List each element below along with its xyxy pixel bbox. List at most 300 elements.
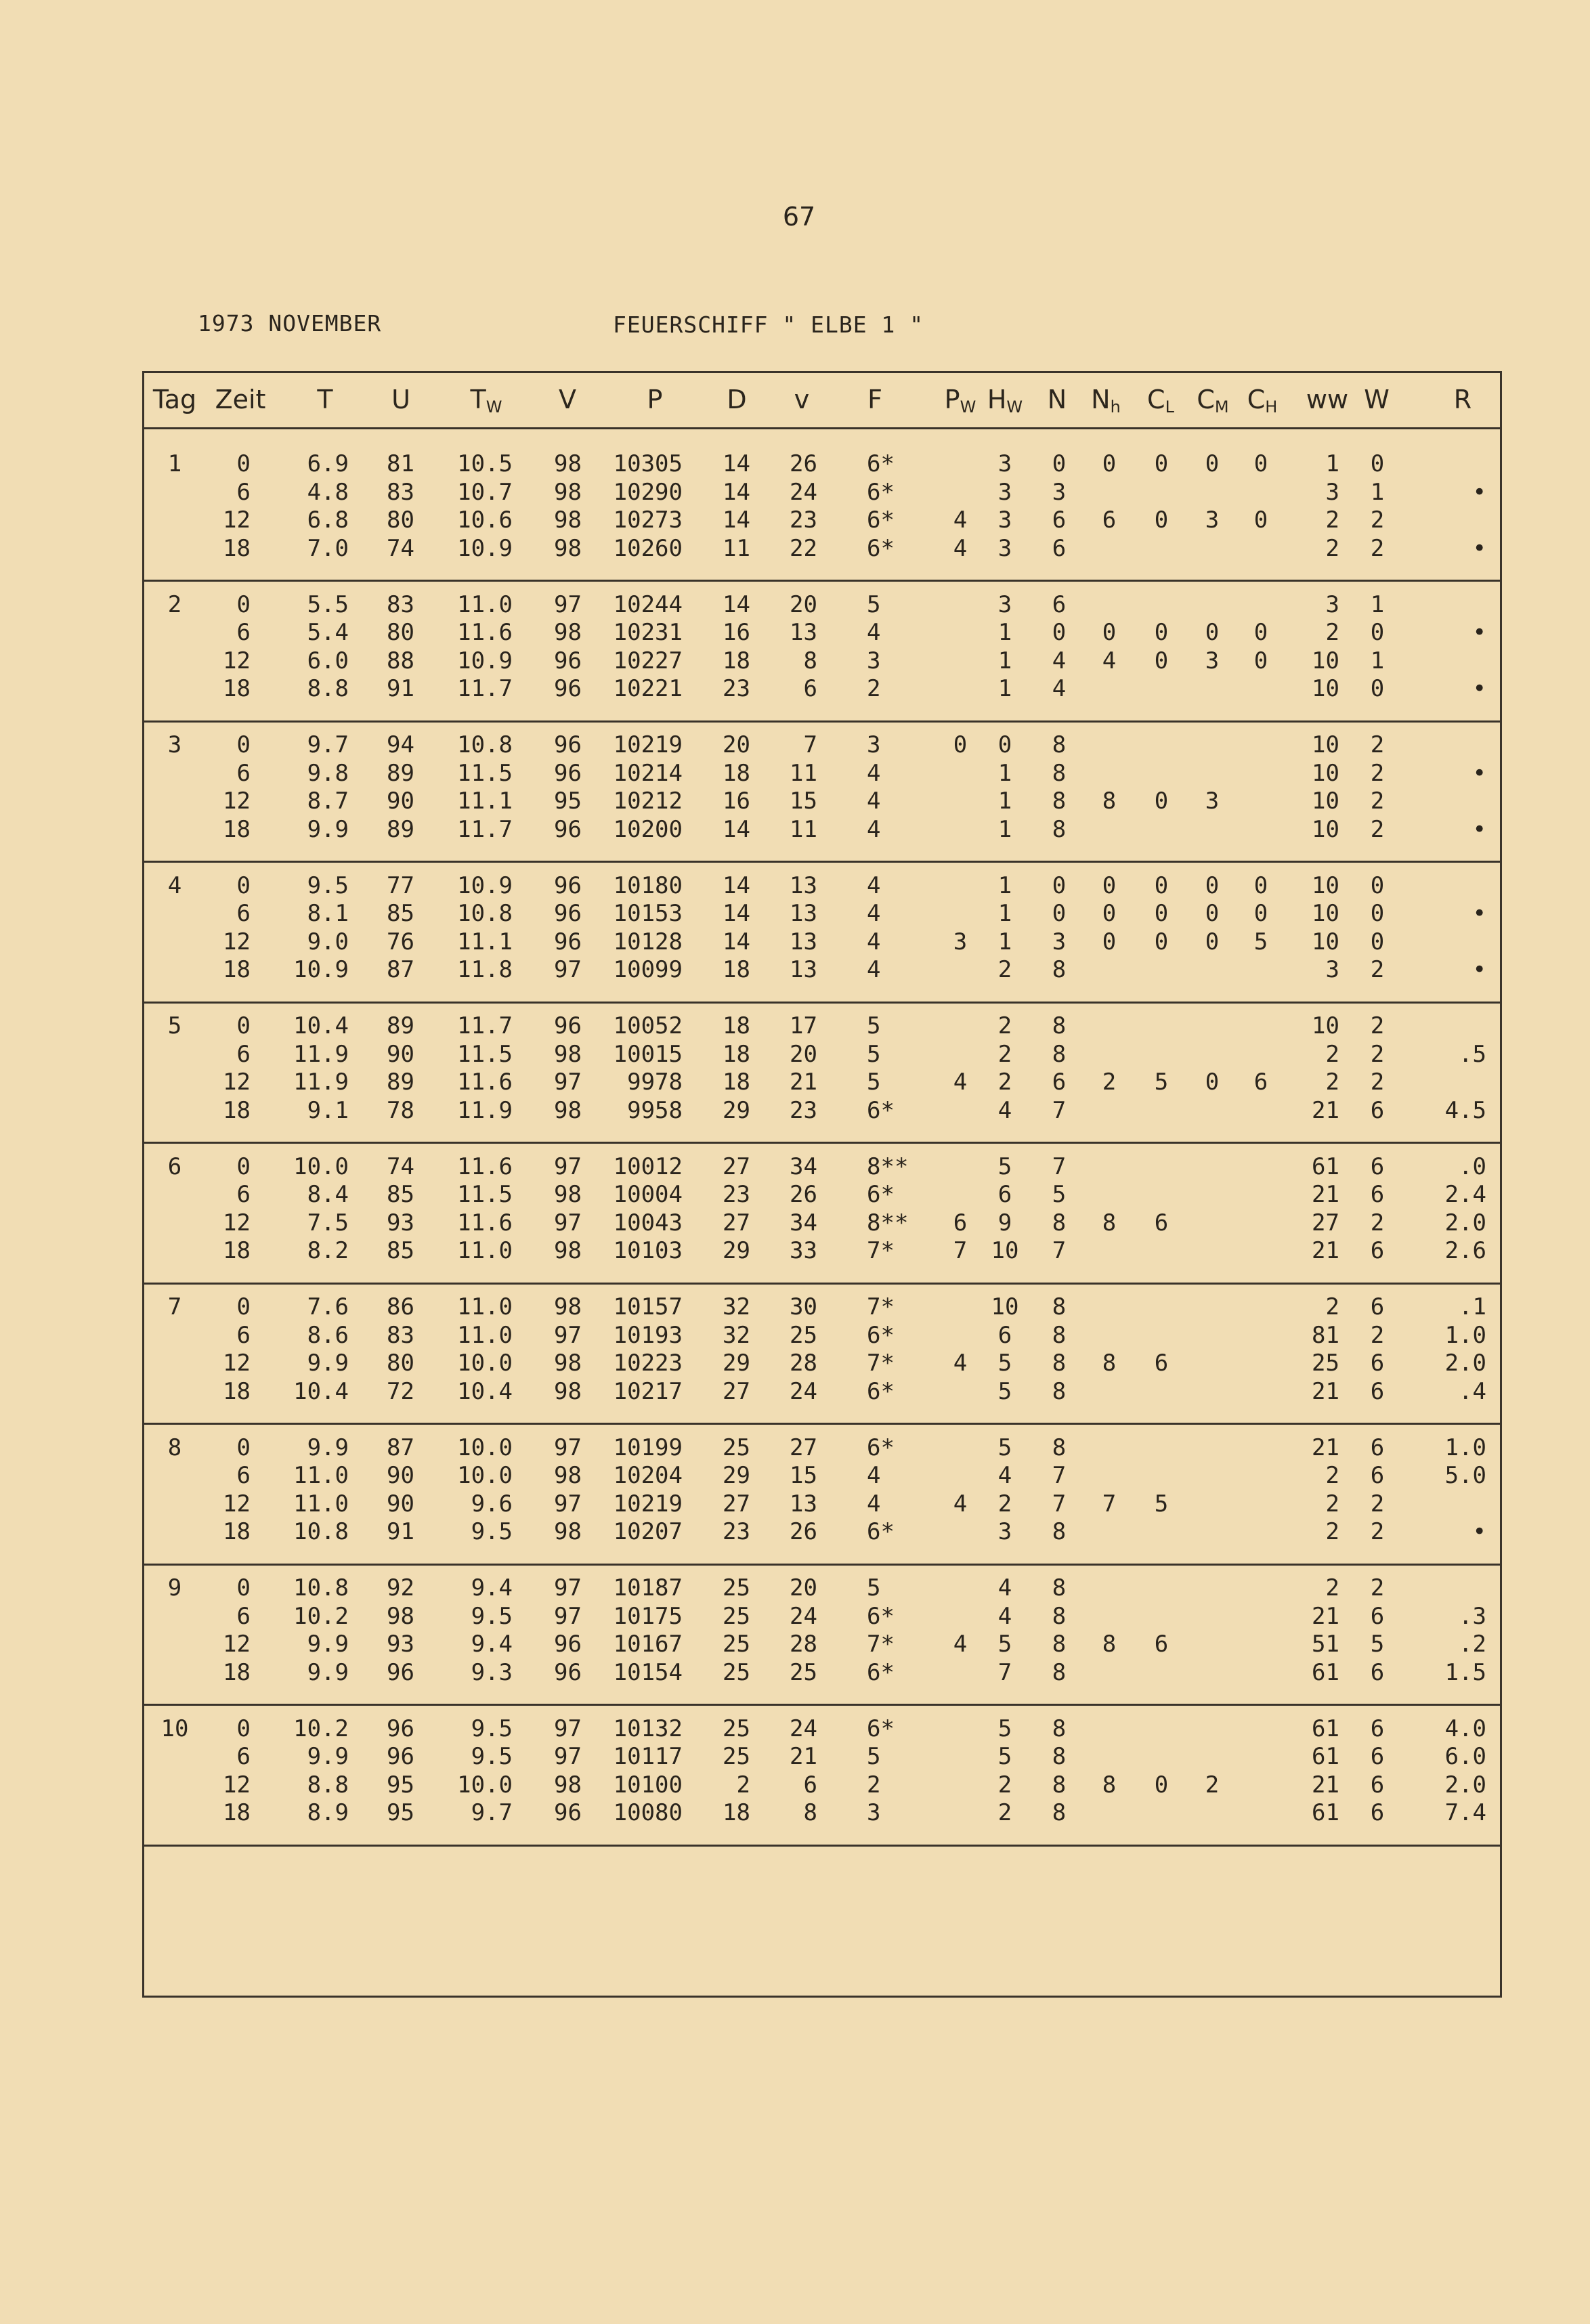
table-cell-ww: 21 — [1312, 1771, 1339, 1799]
table-cell-v: 97 — [554, 1434, 582, 1461]
table-cell-p: 10153 — [613, 900, 683, 927]
table-cell-r: 2.0 — [1444, 1209, 1486, 1236]
table-cell-u: 96 — [387, 1715, 414, 1742]
table-cell-d: 16 — [723, 788, 750, 815]
table-cell-d: 23 — [723, 1181, 750, 1208]
table-cell-f: 4 — [867, 872, 881, 899]
table-cell-ww: 21 — [1312, 1181, 1339, 1208]
table-cell-u: 74 — [387, 1153, 414, 1180]
table-cell-nh: 0 — [1102, 928, 1117, 955]
table-cell-u: 98 — [387, 1602, 414, 1630]
table-cell-r: 7.4 — [1444, 1799, 1486, 1826]
table-cell-u: 91 — [387, 1518, 414, 1545]
table-cell-cl: 0 — [1154, 872, 1169, 899]
table-cell-zeit: 18 — [223, 1377, 251, 1405]
table-cell-f: 6* — [867, 1434, 895, 1461]
table-cell-f: 4 — [867, 956, 881, 983]
header-date: 1973 NOVEMBER — [198, 310, 382, 337]
table-cell-u: 81 — [387, 450, 414, 477]
table-cell-ch: 0 — [1253, 507, 1268, 534]
table-cell-tw: 10.8 — [457, 900, 513, 927]
table-cell-w: 0 — [1370, 900, 1385, 927]
table-cell-w: 2 — [1370, 731, 1385, 758]
column-header-cm — [1197, 385, 1228, 416]
table-cell-f: 6* — [867, 1715, 895, 1742]
table-cell-n: 7 — [1052, 1237, 1067, 1264]
table-cell-hw: 1 — [997, 759, 1012, 787]
table-cell-w: 2 — [1370, 1321, 1385, 1349]
table-cell-d: 14 — [723, 900, 750, 927]
table-cell-t: 10.9 — [293, 956, 349, 983]
table-cell-t: 9.9 — [307, 1350, 349, 1377]
table-cell-tw: 9.4 — [471, 1631, 513, 1658]
table-cell-v: 98 — [554, 1237, 582, 1264]
table-cell-w: 1 — [1370, 478, 1385, 506]
table-cell-n: 8 — [1052, 759, 1067, 787]
column-header-pw — [945, 385, 976, 416]
table-cell-nh: 0 — [1102, 450, 1117, 477]
table-cell-v: 98 — [554, 1350, 582, 1377]
table-cell-v: 98 — [554, 1181, 582, 1208]
table-cell-ww: 51 — [1312, 1631, 1339, 1658]
table-cell-nh: 7 — [1102, 1490, 1117, 1518]
table-cell-vv: 13 — [790, 900, 817, 927]
table-cell-f: 3 — [867, 647, 881, 674]
table-cell-vv: 11 — [790, 759, 817, 787]
table-cell-w: 2 — [1370, 788, 1385, 815]
table-cell-w: 0 — [1370, 450, 1385, 477]
table-cell-p: 10052 — [613, 1012, 683, 1039]
table-cell-hw: 3 — [997, 534, 1012, 562]
table-cell-cl: 0 — [1154, 788, 1169, 815]
table-cell-tw: 9.5 — [471, 1743, 513, 1770]
table-cell-w: 2 — [1370, 1012, 1385, 1039]
table-cell-tw: 11.6 — [457, 619, 513, 646]
table-cell-p: 10100 — [613, 1771, 683, 1799]
table-cell-zeit: 12 — [223, 647, 251, 674]
table-cell-hw: 5 — [997, 1350, 1012, 1377]
table-cell-nh: 8 — [1102, 1631, 1117, 1658]
column-header-r — [1454, 385, 1471, 414]
table-cell-u: 90 — [387, 788, 414, 815]
table-cell-p: 10012 — [613, 1153, 683, 1180]
table-cell-u: 85 — [387, 900, 414, 927]
table-cell-w: 1 — [1370, 647, 1385, 674]
table-cell-p: 10219 — [613, 1490, 683, 1518]
table-cell-n: 8 — [1052, 1040, 1067, 1068]
table-cell-r: • — [1472, 956, 1486, 983]
table-cell-ww: 21 — [1312, 1096, 1339, 1124]
table-cell-hw: 1 — [997, 815, 1012, 843]
day-number: 10 — [160, 1715, 189, 1742]
table-cell-zeit: 18 — [223, 534, 251, 562]
column-header-label: N — [1047, 385, 1067, 414]
table-cell-p: 10214 — [613, 759, 683, 787]
table-cell-zeit: 12 — [223, 1069, 251, 1096]
table-cell-v: 98 — [554, 1293, 582, 1320]
table-cell-vv: 15 — [790, 1462, 817, 1489]
table-cell-ww: 81 — [1312, 1321, 1339, 1349]
table-cell-vv: 22 — [790, 534, 817, 562]
table-cell-u: 83 — [387, 478, 414, 506]
table-cell-u: 80 — [387, 619, 414, 646]
table-cell-tw: 11.9 — [457, 1096, 513, 1124]
table-cell-d: 14 — [723, 450, 750, 477]
table-cell-ch: 0 — [1253, 450, 1268, 477]
table-cell-p: 9958 — [627, 1096, 683, 1124]
table-cell-vv: 30 — [790, 1293, 817, 1320]
column-header-f — [867, 385, 882, 414]
table-cell-vv: 28 — [790, 1350, 817, 1377]
table-cell-zeit: 6 — [236, 759, 251, 787]
table-cell-f: 5 — [867, 1012, 881, 1039]
table-cell-p: 10004 — [613, 1181, 683, 1208]
table-cell-tw: 10.5 — [457, 450, 513, 477]
table-cell-n: 8 — [1052, 1799, 1067, 1826]
table-cell-vv: 6 — [803, 1771, 817, 1799]
table-cell-d: 23 — [723, 675, 750, 702]
table-cell-hw: 1 — [997, 675, 1012, 702]
table-cell-t: 8.6 — [307, 1321, 349, 1349]
table-cell-tw: 10.7 — [457, 478, 513, 506]
table-cell-t: 10.2 — [293, 1715, 349, 1742]
table-cell-d: 18 — [723, 956, 750, 983]
table-cell-p: 10167 — [613, 1631, 683, 1658]
table-cell-u: 90 — [387, 1462, 414, 1489]
table-cell-n: 8 — [1052, 1574, 1067, 1601]
table-cell-d: 14 — [723, 507, 750, 534]
table-cell-p: 10231 — [613, 619, 683, 646]
table-cell-zeit: 12 — [223, 788, 251, 815]
table-cell-ch: 5 — [1253, 928, 1268, 955]
table-cell-f: 6* — [867, 534, 895, 562]
table-cell-v: 97 — [554, 1321, 582, 1349]
table-cell-w: 2 — [1370, 1040, 1385, 1068]
table-cell-tw: 9.7 — [471, 1799, 513, 1826]
table-cell-t: 9.9 — [307, 815, 349, 843]
table-cell-w: 6 — [1370, 1771, 1385, 1799]
table-cell-n: 8 — [1052, 1658, 1067, 1686]
table-cell-w: 6 — [1370, 1799, 1385, 1826]
table-cell-ww: 2 — [1325, 1490, 1339, 1518]
table-cell-hw: 2 — [997, 1799, 1012, 1826]
table-cell-w: 2 — [1370, 507, 1385, 534]
table-cell-f: 6* — [867, 1321, 895, 1349]
table-cell-t: 8.9 — [307, 1799, 349, 1826]
table-cell-vv: 23 — [790, 507, 817, 534]
table-cell-hw: 2 — [997, 1012, 1012, 1039]
table-cell-f: 7* — [867, 1293, 895, 1320]
table-cell-f: 5 — [867, 1574, 881, 1601]
day-separator-rule — [142, 1423, 1502, 1425]
table-cell-u: 72 — [387, 1377, 414, 1405]
table-cell-t: 11.0 — [293, 1462, 349, 1489]
table-cell-d: 2 — [736, 1771, 750, 1799]
table-cell-hw: 3 — [997, 1518, 1012, 1545]
table-cell-r: .0 — [1459, 1153, 1486, 1180]
table-cell-n: 7 — [1052, 1490, 1067, 1518]
table-cell-zeit: 0 — [236, 1293, 251, 1320]
table-cell-hw: 2 — [997, 956, 1012, 983]
table-cell-r: • — [1472, 619, 1486, 646]
table-cell-ww: 10 — [1312, 900, 1339, 927]
table-cell-v: 98 — [554, 619, 582, 646]
table-cell-u: 93 — [387, 1209, 414, 1236]
table-cell-tw: 9.5 — [471, 1518, 513, 1545]
table-cell-zeit: 6 — [236, 1602, 251, 1630]
table-cell-ww: 10 — [1312, 759, 1339, 787]
table-cell-t: 5.5 — [307, 590, 349, 618]
column-header-ww — [1306, 385, 1348, 414]
table-cell-v: 97 — [554, 1490, 582, 1518]
column-header-label: U — [391, 385, 410, 414]
table-cell-w: 6 — [1370, 1377, 1385, 1405]
table-cell-p: 10103 — [613, 1237, 683, 1264]
day-number: 1 — [167, 450, 182, 477]
table-cell-ch: 6 — [1253, 1069, 1268, 1096]
table-cell-w: 6 — [1370, 1602, 1385, 1630]
table-cell-ch: 0 — [1253, 647, 1268, 674]
table-cell-vv: 25 — [790, 1321, 817, 1349]
table-cell-w: 2 — [1370, 1574, 1385, 1601]
table-cell-v: 97 — [554, 1743, 582, 1770]
table-cell-pw: 6 — [953, 1209, 968, 1236]
column-header-label: R — [1453, 385, 1472, 414]
table-cell-tw: 10.6 — [457, 507, 513, 534]
table-cell-d: 14 — [723, 872, 750, 899]
table-cell-n: 6 — [1052, 534, 1067, 562]
table-cell-hw: 6 — [997, 1181, 1012, 1208]
column-header-label: T — [317, 385, 333, 414]
table-cell-t: 9.0 — [307, 928, 349, 955]
table-cell-t: 8.7 — [307, 788, 349, 815]
table-cell-tw: 9.3 — [471, 1658, 513, 1686]
table-cell-tw: 10.4 — [457, 1377, 513, 1405]
table-cell-v: 96 — [554, 647, 582, 674]
table-cell-f: 8** — [867, 1153, 909, 1180]
table-cell-w: 6 — [1370, 1743, 1385, 1770]
table-cell-f: 6* — [867, 1658, 895, 1686]
table-cell-d: 25 — [723, 1574, 750, 1601]
table-cell-ww: 21 — [1312, 1237, 1339, 1264]
table-cell-w: 2 — [1370, 1069, 1385, 1096]
table-cell-w: 2 — [1370, 1209, 1385, 1236]
table-cell-cm: 0 — [1205, 928, 1220, 955]
day-number: 7 — [167, 1293, 182, 1320]
table-cell-ww: 10 — [1312, 647, 1339, 674]
table-cell-n: 3 — [1052, 928, 1067, 955]
table-cell-r: .3 — [1459, 1602, 1486, 1630]
table-cell-tw: 11.6 — [457, 1209, 513, 1236]
table-cell-zeit: 0 — [236, 590, 251, 618]
table-cell-d: 25 — [723, 1658, 750, 1686]
table-cell-nh: 0 — [1102, 900, 1117, 927]
column-header-label: T — [470, 385, 486, 414]
table-cell-vv: 7 — [803, 731, 817, 758]
table-cell-r: 2.4 — [1444, 1181, 1486, 1208]
table-cell-cm: 0 — [1205, 872, 1220, 899]
table-cell-tw: 11.1 — [457, 788, 513, 815]
table-cell-f: 4 — [867, 1490, 881, 1518]
table-cell-p: 10200 — [613, 815, 683, 843]
table-cell-nh: 8 — [1102, 788, 1117, 815]
table-cell-vv: 13 — [790, 872, 817, 899]
table-cell-f: 6* — [867, 478, 895, 506]
table-cell-t: 7.6 — [307, 1293, 349, 1320]
column-header-d — [727, 385, 746, 414]
table-cell-vv: 13 — [790, 956, 817, 983]
table-cell-zeit: 12 — [223, 507, 251, 534]
column-header-label: F — [867, 385, 882, 414]
table-cell-ww: 61 — [1312, 1153, 1339, 1180]
table-cell-t: 6.0 — [307, 647, 349, 674]
table-cell-t: 9.9 — [307, 1434, 349, 1461]
table-cell-f: 4 — [867, 619, 881, 646]
table-cell-v: 97 — [554, 1153, 582, 1180]
table-cell-zeit: 0 — [236, 872, 251, 899]
table-cell-v: 95 — [554, 788, 582, 815]
table-cell-v: 96 — [554, 1658, 582, 1686]
table-cell-cl: 6 — [1154, 1209, 1169, 1236]
table-cell-cl: 6 — [1154, 1350, 1169, 1377]
table-cell-pw: 4 — [953, 1069, 968, 1096]
table-cell-ww: 2 — [1325, 1293, 1339, 1320]
table-cell-f: 7* — [867, 1631, 895, 1658]
table-cell-nh: 0 — [1102, 872, 1117, 899]
table-cell-cl: 0 — [1154, 619, 1169, 646]
table-cell-nh: 0 — [1102, 619, 1117, 646]
table-cell-v: 96 — [554, 1631, 582, 1658]
table-cell-zeit: 6 — [236, 1181, 251, 1208]
table-cell-v: 98 — [554, 1096, 582, 1124]
table-cell-t: 9.1 — [307, 1096, 349, 1124]
table-cell-d: 27 — [723, 1153, 750, 1180]
table-cell-n: 8 — [1052, 815, 1067, 843]
table-cell-n: 6 — [1052, 507, 1067, 534]
table-cell-pw: 3 — [953, 928, 968, 955]
table-cell-w: 5 — [1370, 1631, 1385, 1658]
table-cell-w: 2 — [1370, 759, 1385, 787]
column-header-subscript: H — [1265, 397, 1278, 416]
table-cell-u: 77 — [387, 872, 414, 899]
table-cell-t: 9.5 — [307, 872, 349, 899]
table-cell-ww: 21 — [1312, 1602, 1339, 1630]
table-cell-r: .1 — [1459, 1293, 1486, 1320]
table-cell-w: 0 — [1370, 619, 1385, 646]
column-header-label: C — [1197, 385, 1215, 414]
table-cell-cl: 0 — [1154, 647, 1169, 674]
column-header-subscript: W — [1006, 397, 1023, 416]
table-cell-zeit: 18 — [223, 1658, 251, 1686]
table-cell-p: 10207 — [613, 1518, 683, 1545]
table-cell-t: 9.8 — [307, 759, 349, 787]
column-header-t — [317, 385, 332, 414]
table-cell-r: • — [1472, 900, 1486, 927]
table-cell-v: 96 — [554, 815, 582, 843]
table-cell-ww: 61 — [1312, 1715, 1339, 1742]
table-cell-n: 0 — [1052, 872, 1067, 899]
column-header-label: C — [1147, 385, 1165, 414]
table-cell-vv: 24 — [790, 1715, 817, 1742]
table-cell-u: 93 — [387, 1631, 414, 1658]
table-cell-p: 10244 — [613, 590, 683, 618]
table-cell-r: 5.0 — [1444, 1462, 1486, 1489]
table-cell-w: 2 — [1370, 815, 1385, 843]
table-cell-w: 6 — [1370, 1350, 1385, 1377]
table-cell-hw: 4 — [997, 1574, 1012, 1601]
table-cell-t: 8.4 — [307, 1181, 349, 1208]
table-cell-tw: 10.0 — [457, 1350, 513, 1377]
table-cell-tw: 11.1 — [457, 928, 513, 955]
table-cell-u: 80 — [387, 1350, 414, 1377]
table-cell-hw: 4 — [997, 1462, 1012, 1489]
table-cell-f: 6* — [867, 1518, 895, 1545]
table-cell-zeit: 12 — [223, 1631, 251, 1658]
day-number: 9 — [167, 1574, 182, 1601]
table-cell-v: 97 — [554, 590, 582, 618]
table-cell-f: 5 — [867, 590, 881, 618]
table-cell-u: 80 — [387, 507, 414, 534]
table-cell-f: 4 — [867, 928, 881, 955]
table-cell-ww: 27 — [1312, 1209, 1339, 1236]
table-cell-pw: 4 — [953, 534, 968, 562]
column-header-cl — [1147, 385, 1174, 416]
table-cell-n: 0 — [1052, 900, 1067, 927]
table-cell-zeit: 18 — [223, 1518, 251, 1545]
day-number: 5 — [167, 1012, 182, 1039]
table-cell-p: 10187 — [613, 1574, 683, 1601]
table-cell-hw: 5 — [997, 1377, 1012, 1405]
table-cell-vv: 24 — [790, 1377, 817, 1405]
table-cell-zeit: 12 — [223, 1490, 251, 1518]
table-cell-hw: 1 — [997, 647, 1012, 674]
table-cell-vv: 21 — [790, 1069, 817, 1096]
table-cell-cm: 3 — [1205, 647, 1220, 674]
table-cell-t: 7.0 — [307, 534, 349, 562]
column-header-tw — [471, 385, 502, 416]
table-cell-p: 10260 — [613, 534, 683, 562]
table-cell-p: 10015 — [613, 1040, 683, 1068]
table-cell-cm: 3 — [1205, 507, 1220, 534]
table-cell-zeit: 18 — [223, 956, 251, 983]
table-cell-w: 0 — [1370, 928, 1385, 955]
table-cell-tw: 11.7 — [457, 675, 513, 702]
table-cell-n: 8 — [1052, 1631, 1067, 1658]
table-cell-u: 85 — [387, 1237, 414, 1264]
table-cell-t: 10.4 — [293, 1012, 349, 1039]
column-header-zeit — [215, 385, 266, 414]
table-cell-t: 5.4 — [307, 619, 349, 646]
table-cell-p: 10043 — [613, 1209, 683, 1236]
table-cell-vv: 20 — [790, 590, 817, 618]
table-cell-pw: 4 — [953, 507, 968, 534]
table-cell-v: 96 — [554, 675, 582, 702]
table-cell-t: 7.5 — [307, 1209, 349, 1236]
table-cell-t: 10.8 — [293, 1574, 349, 1601]
table-cell-tw: 9.4 — [471, 1574, 513, 1601]
table-cell-p: 10080 — [613, 1799, 683, 1826]
column-header-label: Tag — [152, 385, 197, 414]
table-cell-f: 2 — [867, 1771, 881, 1799]
table-cell-hw: 1 — [997, 928, 1012, 955]
table-cell-tw: 11.7 — [457, 1012, 513, 1039]
table-cell-zeit: 18 — [223, 675, 251, 702]
table-cell-cl: 5 — [1154, 1069, 1169, 1096]
table-cell-vv: 33 — [790, 1237, 817, 1264]
table-cell-vv: 25 — [790, 1658, 817, 1686]
table-cell-hw: 6 — [997, 1321, 1012, 1349]
table-cell-pw: 7 — [953, 1237, 968, 1264]
